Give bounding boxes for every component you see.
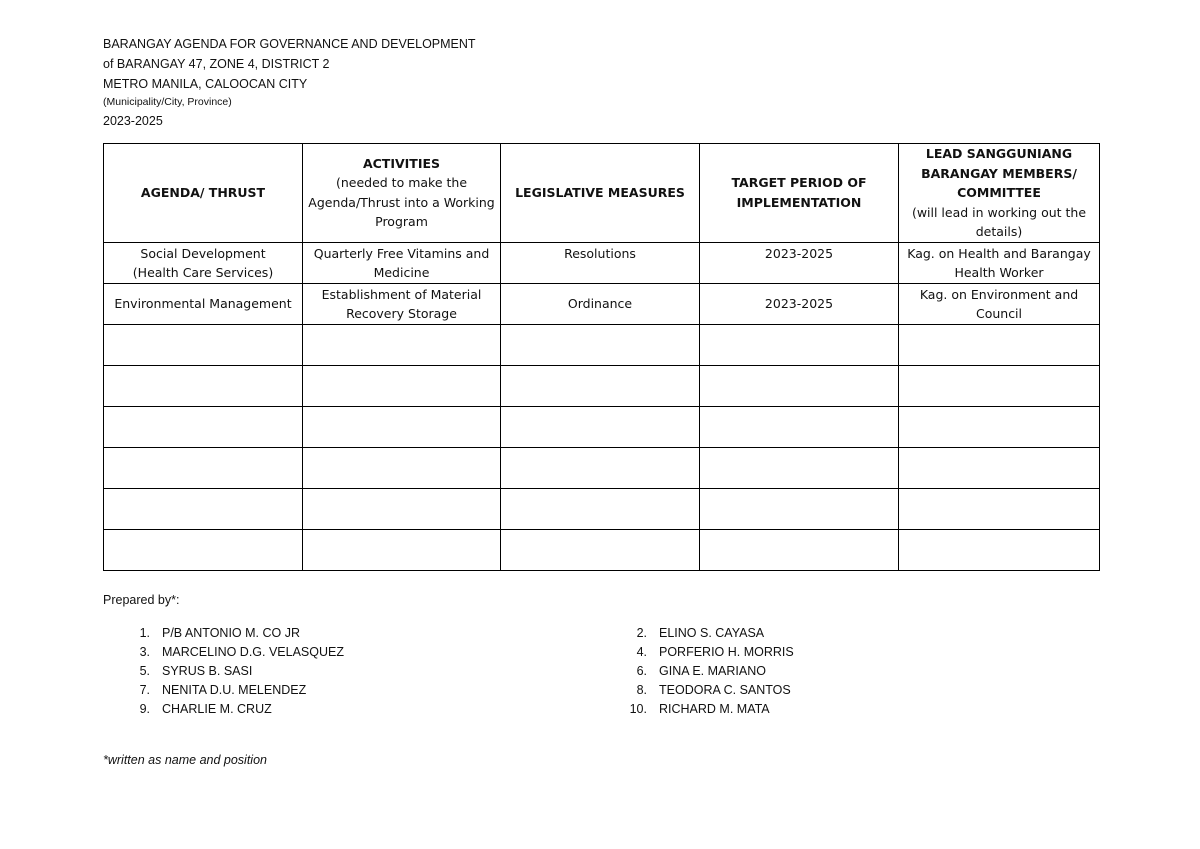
list-item xyxy=(130,681,306,699)
table-cell xyxy=(899,324,1100,365)
signer-name: MARCELINO D.G. VELASQUEZ xyxy=(162,645,344,659)
table-cell xyxy=(104,324,303,365)
table-cell xyxy=(899,529,1100,570)
col-header-agenda: AGENDA/ THRUST xyxy=(104,144,303,243)
signer-name: TEODORA C. SANTOS xyxy=(659,683,791,697)
table-cell: Social Development (Health Care Services) xyxy=(104,242,303,283)
agenda-table xyxy=(103,143,1100,571)
table-cell: Environmental Management xyxy=(104,283,303,324)
header-period: 2023-2025 xyxy=(103,114,163,128)
list-number: 9. xyxy=(139,702,150,716)
table-cell xyxy=(303,488,501,529)
table-cell: Kag. on Health and Barangay Health Worker xyxy=(899,242,1100,283)
col-header-legislative: LEGISLATIVE MEASURES xyxy=(501,144,700,243)
list-item xyxy=(627,681,791,699)
table-cell xyxy=(104,365,303,406)
table-cell: 2023-2025 xyxy=(700,242,899,283)
signer-name: NENITA D.U. MELENDEZ xyxy=(162,683,307,697)
list-number: 10. xyxy=(629,702,647,716)
list-number: 4. xyxy=(636,645,647,659)
list-item xyxy=(627,662,766,680)
list-number: 7. xyxy=(139,683,150,697)
signer-name: PORFERIO H. MORRIS xyxy=(659,645,794,659)
table-header-row xyxy=(104,144,1100,243)
col-header-activities: ACTIVITIES (needed to make the Agenda/Thrust into a Working Program xyxy=(303,144,501,243)
list-number: 3. xyxy=(139,645,150,659)
table-cell xyxy=(899,488,1100,529)
table-cell: Resolutions xyxy=(501,242,700,283)
table-row xyxy=(104,406,1100,447)
table-cell xyxy=(700,447,899,488)
signer-name: RICHARD M. MATA xyxy=(659,702,770,716)
col-header-activities-note: (needed to make the Agenda/Thrust into a Working Program xyxy=(308,175,495,230)
signer-name: ELINO S. CAYASA xyxy=(659,626,765,640)
table-row xyxy=(104,365,1100,406)
table-cell: Kag. on Environment and Council xyxy=(899,283,1100,324)
list-number: 2. xyxy=(636,626,647,640)
signer-name: CHARLIE M. CRUZ xyxy=(162,702,272,716)
footnote: *written as name and position xyxy=(103,753,267,767)
list-item xyxy=(627,624,764,642)
list-number: 1. xyxy=(139,626,150,640)
table-cell xyxy=(104,447,303,488)
list-item xyxy=(130,700,272,718)
table-cell xyxy=(303,529,501,570)
table-cell xyxy=(501,324,700,365)
table-cell xyxy=(303,406,501,447)
table-cell xyxy=(303,365,501,406)
table-cell xyxy=(104,406,303,447)
header-title: BARANGAY AGENDA FOR GOVERNANCE AND DEVELOPMENT xyxy=(103,37,476,51)
list-item xyxy=(627,643,794,661)
table-cell xyxy=(501,406,700,447)
list-number: 8. xyxy=(636,683,647,697)
signer-name: P/B ANTONIO M. CO JR xyxy=(162,626,300,640)
table-cell xyxy=(104,488,303,529)
table-row xyxy=(104,488,1100,529)
col-header-lead: LEAD SANGGUNIANG BARANGAY MEMBERS/ COMMITTEE (will lead in working out the details) xyxy=(899,144,1100,243)
table-row xyxy=(104,242,1100,283)
table-row xyxy=(104,447,1100,488)
table-cell xyxy=(104,529,303,570)
table-cell: Establishment of Material Recovery Storage xyxy=(303,283,501,324)
table-cell xyxy=(501,529,700,570)
table-cell xyxy=(700,365,899,406)
list-number: 5. xyxy=(139,664,150,678)
table-cell xyxy=(501,365,700,406)
document-header xyxy=(103,34,476,131)
table-cell xyxy=(700,406,899,447)
list-item xyxy=(130,624,300,642)
table-cell: Quarterly Free Vitamins and Medicine xyxy=(303,242,501,283)
table-cell xyxy=(899,406,1100,447)
header-barangay: of BARANGAY 47, ZONE 4, DISTRICT 2 xyxy=(103,57,330,71)
table-row xyxy=(104,283,1100,324)
table-cell xyxy=(700,529,899,570)
table-row xyxy=(104,529,1100,570)
table-row xyxy=(104,324,1100,365)
table-cell xyxy=(501,447,700,488)
table-cell xyxy=(303,447,501,488)
list-item xyxy=(130,643,344,661)
table-cell xyxy=(303,324,501,365)
table-cell: 2023-2025 xyxy=(700,283,899,324)
table-cell xyxy=(700,488,899,529)
header-city: METRO MANILA, CALOOCAN CITY xyxy=(103,77,308,91)
table-cell xyxy=(501,488,700,529)
table-cell xyxy=(700,324,899,365)
col-header-target-period: TARGET PERIOD OF IMPLEMENTATION xyxy=(700,144,899,243)
col-header-lead-note: (will lead in working out the details) xyxy=(911,204,1087,239)
table-cell: Ordinance xyxy=(501,283,700,324)
signer-name: GINA E. MARIANO xyxy=(659,664,766,678)
list-item xyxy=(130,662,252,680)
header-municipality-note: (Municipality/City, Province) xyxy=(103,96,232,108)
table-cell xyxy=(899,365,1100,406)
list-item xyxy=(627,700,770,718)
list-number: 6. xyxy=(636,664,647,678)
prepared-by-label: Prepared by*: xyxy=(103,593,180,607)
signer-name: SYRUS B. SASI xyxy=(162,664,253,678)
table-cell xyxy=(899,447,1100,488)
